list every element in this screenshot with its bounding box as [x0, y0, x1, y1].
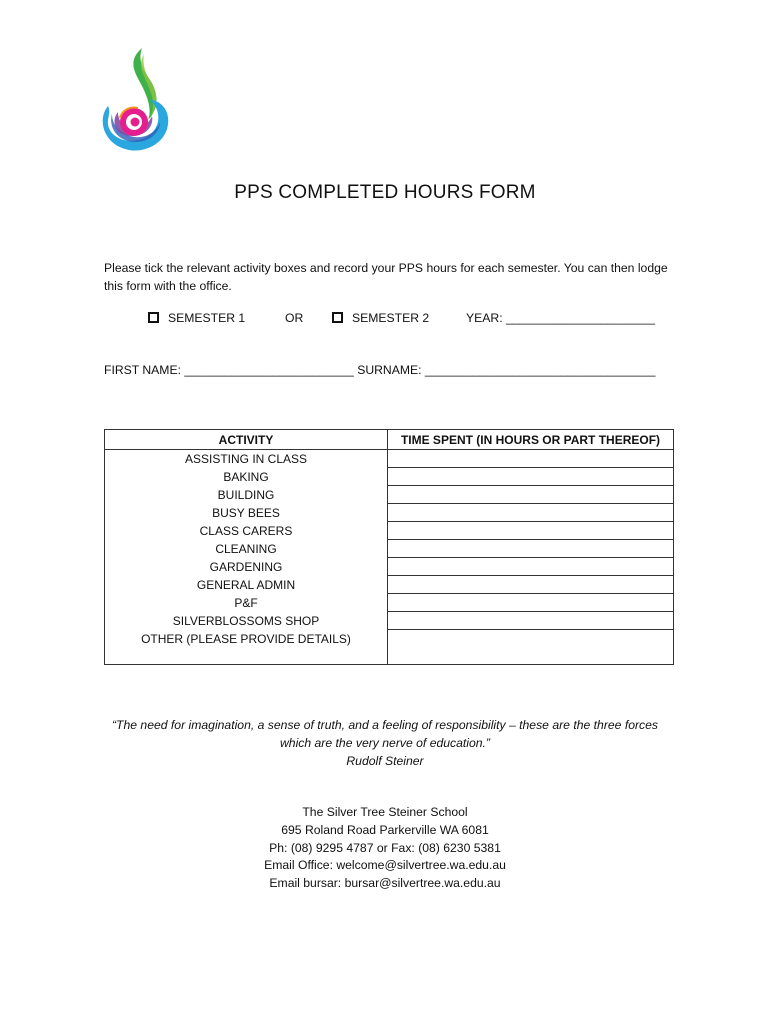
- time-spent-cell[interactable]: [388, 594, 673, 612]
- time-spent-cell[interactable]: [388, 504, 673, 522]
- quote-line-2: which are the very nerve of education.”: [279, 736, 490, 750]
- semester-1-label: SEMESTER 1: [168, 311, 246, 325]
- time-spent-cell[interactable]: [388, 450, 673, 468]
- quote-line-1: “The need for imagination, a sense of truth, and a feeling of responsibility – these are the three forces: [111, 718, 659, 732]
- time-spent-cell[interactable]: [388, 486, 673, 504]
- activity-item: CLASS CARERS: [199, 524, 293, 538]
- year-field[interactable]: YEAR: ______________________: [466, 311, 656, 325]
- activity-item: GENERAL ADMIN: [196, 578, 296, 592]
- activity-item: P&F: [234, 596, 258, 610]
- steiner-quote: [0, 716, 770, 770]
- semester-2-option[interactable]: [332, 311, 429, 325]
- bursar-email: Email bursar: bursar@silvertree.wa.edu.au: [269, 876, 501, 891]
- table-body-row: [105, 450, 674, 665]
- activity-table: [104, 429, 674, 665]
- surname-field[interactable]: SURNAME: __________________________________: [357, 363, 656, 377]
- activity-item: CLEANING: [215, 542, 277, 556]
- time-spent-header: TIME SPENT (IN HOURS OR PART THEREOF): [388, 430, 674, 450]
- time-spent-cell[interactable]: [388, 612, 673, 630]
- semester-1-option[interactable]: [148, 311, 245, 325]
- activity-item: SILVERBLOSSOMS SHOP: [172, 614, 320, 628]
- school-phone: Ph: (08) 9295 4787 or Fax: (08) 6230 5381: [269, 840, 501, 855]
- activity-item: GARDENING: [209, 560, 283, 574]
- time-spent-cell[interactable]: [388, 630, 673, 664]
- activity-item: ASSISTING IN CLASS: [184, 452, 308, 466]
- activity-item: BUSY BEES: [212, 506, 280, 520]
- time-spent-cell[interactable]: [388, 558, 673, 576]
- semester-2-label: SEMESTER 2: [352, 311, 430, 325]
- form-title: PPS COMPLETED HOURS FORM: [234, 182, 536, 203]
- time-spent-cell[interactable]: [388, 540, 673, 558]
- time-spent-cell[interactable]: [388, 468, 673, 486]
- flame-swirl-logo: [96, 44, 176, 156]
- first-name-field[interactable]: FIRST NAME: _________________________: [104, 363, 354, 377]
- activity-item: OTHER (PLEASE PROVIDE DETAILS): [141, 632, 351, 646]
- school-name: The Silver Tree Steiner School: [302, 805, 468, 819]
- activity-list: [105, 450, 388, 665]
- office-email: Email Office: welcome@silvertree.wa.edu.au: [264, 858, 506, 873]
- activity-item: BUILDING: [217, 488, 275, 502]
- quote-author: Rudolf Steiner: [346, 754, 424, 768]
- semester-2-checkbox-icon[interactable]: [332, 312, 343, 323]
- instructions-text: Please tick the relevant activity boxes and record your PPS hours for each semester. You can then lodge this form with the office.: [104, 261, 668, 293]
- or-label: OR: [285, 311, 304, 325]
- table-header-row: [105, 430, 674, 450]
- semester-1-checkbox-icon[interactable]: [148, 312, 159, 323]
- time-spent-cell[interactable]: [388, 522, 673, 540]
- time-spent-column: [388, 450, 674, 665]
- activity-header: ACTIVITY: [105, 430, 388, 450]
- activity-item: BAKING: [223, 470, 269, 484]
- name-row: [104, 363, 655, 377]
- school-contact-block: [0, 804, 770, 893]
- school-street: 695 Roland Road Parkerville WA 6081: [281, 822, 489, 837]
- time-spent-cell[interactable]: [388, 576, 673, 594]
- semester-row: [0, 311, 770, 329]
